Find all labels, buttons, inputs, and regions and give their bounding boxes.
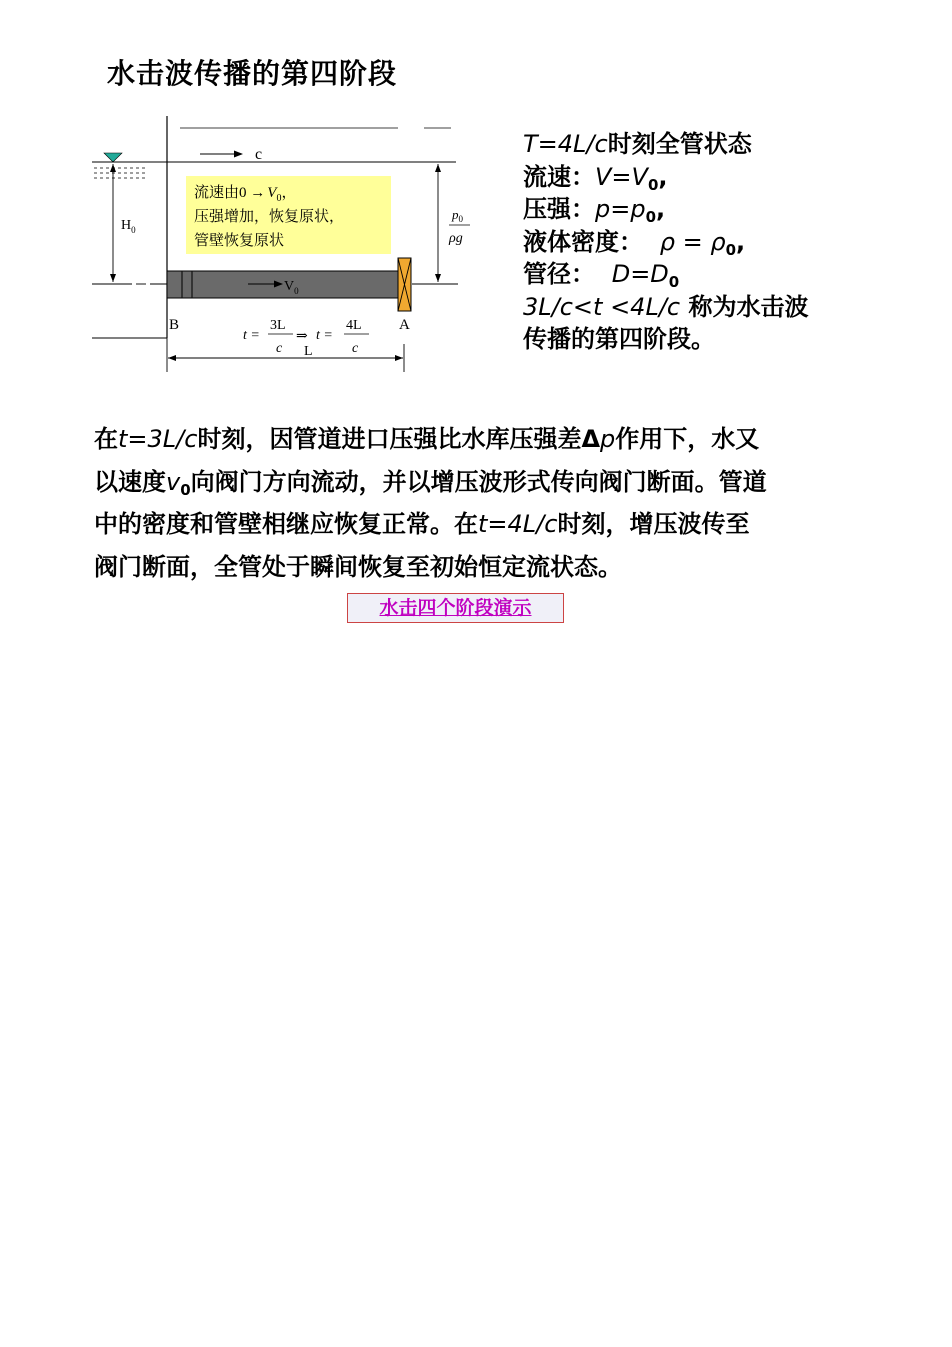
state-stage-line: 传播的第四阶段。 [523, 325, 715, 353]
explanation-paragraph: 在t=3L/c时刻，因管道进口压强比水库压强差Δp作用下，水又 以速度$v_0$向阀门方向流动，并以增压波形式传向阀门断面。管道 中的密度和管壁相继应恢复正常。在t=4L/c时刻，增压波传至 阀门断面，全管处于瞬间恢复至初始恒定流状态。 [94, 425, 767, 581]
head-label: $H_0$ [121, 218, 136, 235]
explanation-line-1: 流速由$0 \to V_0$， [194, 185, 297, 204]
time-mid: t = [316, 328, 333, 343]
time-frac1-num: 3L [270, 318, 286, 333]
end-a-label: A [399, 317, 410, 333]
pressure-numerator: $p_0$ [452, 207, 463, 224]
water-level-marker [104, 153, 122, 162]
time-left: t = [243, 328, 260, 343]
water-hammer-diagram [88, 112, 473, 374]
pipe-state-summary [523, 128, 808, 356]
demo-link-button[interactable]: 水击四个阶段演示 [347, 593, 564, 623]
time-frac2-num: 4L [346, 318, 362, 333]
explanation-line-3: 管壁恢复原状 [194, 233, 285, 249]
state-density-line: 液体密度： $\rho = \rho_0$, [523, 227, 746, 259]
state-time-line: T=4L/c时刻全管状态 [523, 130, 752, 158]
state-pressure-line: 压强：$p=p_0$, [523, 195, 666, 226]
end-b-label: B [169, 317, 180, 333]
flow-label: $V_0$ [284, 279, 299, 296]
page-title: 水击波传播的第四阶段 [107, 57, 398, 90]
explanation-line-2: 压强增加，恢复原状， [194, 209, 345, 225]
pressure-denominator: ρg [449, 231, 463, 246]
time-frac2-den: c [352, 341, 359, 356]
pipe [167, 271, 398, 298]
state-diameter-line: 管径： $D=D_0$ [523, 260, 680, 291]
state-velocity-line: 流速：$V=V_0$, [523, 162, 668, 194]
length-label: L [304, 344, 313, 359]
state-range-line: 3L/c<t <4L/c 称为水击波 [523, 292, 809, 321]
time-frac1-den: c [276, 341, 283, 356]
wave-label: c [255, 146, 263, 163]
time-arrow: ⇒ [296, 329, 308, 344]
